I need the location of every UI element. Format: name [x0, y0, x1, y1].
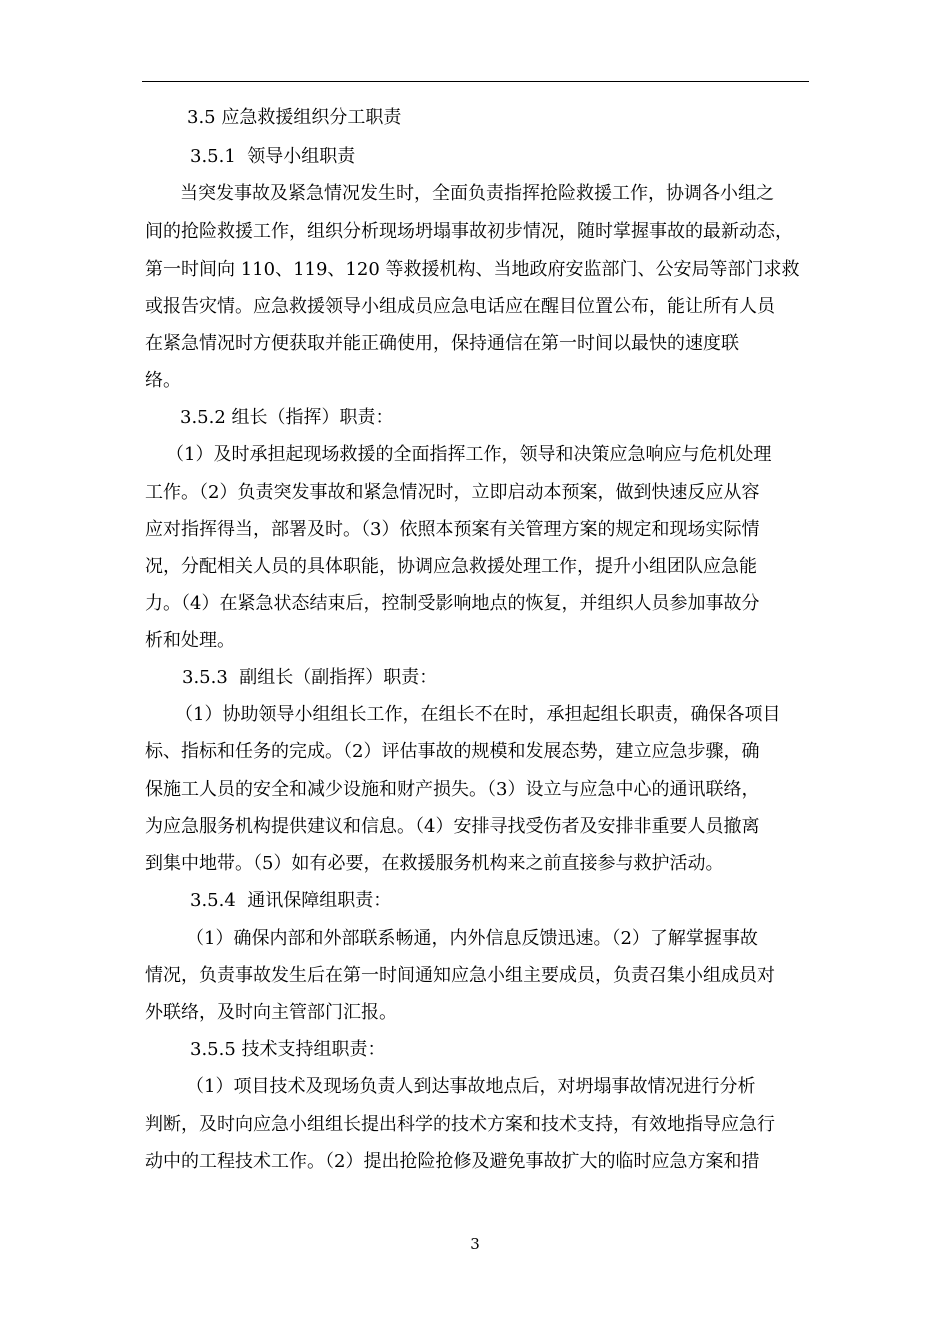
section-heading: 3.5 应急救援组织分工职责: [187, 107, 402, 128]
paragraph-line: 外联络，及时向主管部门汇报。: [145, 1002, 397, 1023]
paragraph-line: 工作。（2）负责突发事故和紧急情况时，立即启动本预案，做到快速反应从容: [145, 482, 760, 503]
paragraph-line: 到集中地带。（5）如有必要，在救援服务机构来之前直接参与救护活动。: [145, 853, 724, 874]
paragraph-line: （1）确保内部和外部联系畅通，内外信息反馈迅速。（2）了解掌握事故: [186, 928, 758, 949]
paragraph-line: 标、指标和任务的完成。（2）评估事故的规模和发展态势，建立应急步骤，确: [145, 741, 760, 762]
paragraph-line: 力。（4）在紧急状态结束后，控制受影响地点的恢复，并组织人员参加事故分: [145, 593, 760, 614]
subsection-heading: 3.5.4 通讯保障组职责：: [190, 890, 392, 911]
paragraph-line: 第一时间向 110、119、120 等救援机构、当地政府安监部门、公安局等部门求救: [145, 259, 800, 280]
paragraph-line: 况，分配相关人员的具体职能，协调应急救援处理工作，提升小组团队应急能: [145, 556, 757, 577]
paragraph-line: （1）协助领导小组组长工作，在组长不在时，承担起组长职责，确保各项目: [175, 704, 781, 725]
paragraph-line: 情况，负责事故发生后在第一时间通知应急小组主要成员，负责召集小组成员对: [145, 965, 775, 986]
paragraph-line: 间的抢险救援工作，组织分析现场坍塌事故初步情况，随时掌握事故的最新动态，: [145, 221, 793, 242]
page-number: 3: [470, 1235, 480, 1253]
subsection-heading: 3.5.5 技术支持组职责：: [190, 1039, 386, 1060]
header-rule: [142, 81, 809, 82]
paragraph-line: 当突发事故及紧急情况发生时，全面负责指挥抢险救援工作，协调各小组之: [180, 183, 774, 204]
paragraph-line: 判断，及时向应急小组组长提出科学的技术方案和技术支持，有效地指导应急行: [145, 1114, 775, 1135]
paragraph-line: 动中的工程技术工作。（2）提出抢险抢修及避免事故扩大的临时应急方案和措: [145, 1151, 760, 1172]
subsection-heading: 3.5.2 组长（指挥）职责：: [180, 407, 394, 428]
paragraph-line: 在紧急情况时方便获取并能正确使用，保持通信在第一时间以最快的速度联: [145, 333, 739, 354]
subsection-heading: 3.5.1 领导小组职责: [190, 146, 356, 167]
paragraph-line: 析和处理。: [145, 630, 235, 651]
paragraph-line: 或报告灾情。应急救援领导小组成员应急电话应在醒目位置公布，能让所有人员: [145, 296, 775, 317]
paragraph-line: 为应急服务机构提供建议和信息。（4）安排寻找受伤者及安排非重要人员撤离: [145, 816, 760, 837]
subsection-heading: 3.5.3 副组长（副指挥）职责：: [182, 667, 438, 688]
paragraph-line: （1）项目技术及现场负责人到达事故地点后，对坍塌事故情况进行分析: [186, 1076, 756, 1097]
paragraph-line: 应对指挥得当，部署及时。（3）依照本预案有关管理方案的规定和现场实际情: [145, 519, 760, 540]
paragraph-line: 保施工人员的安全和减少设施和财产损失。（3）设立与应急中心的通讯联络，: [145, 779, 760, 800]
paragraph-line: 络。: [145, 370, 181, 391]
paragraph-line: （1）及时承担起现场救援的全面指挥工作，领导和决策应急响应与危机处理: [166, 444, 772, 465]
